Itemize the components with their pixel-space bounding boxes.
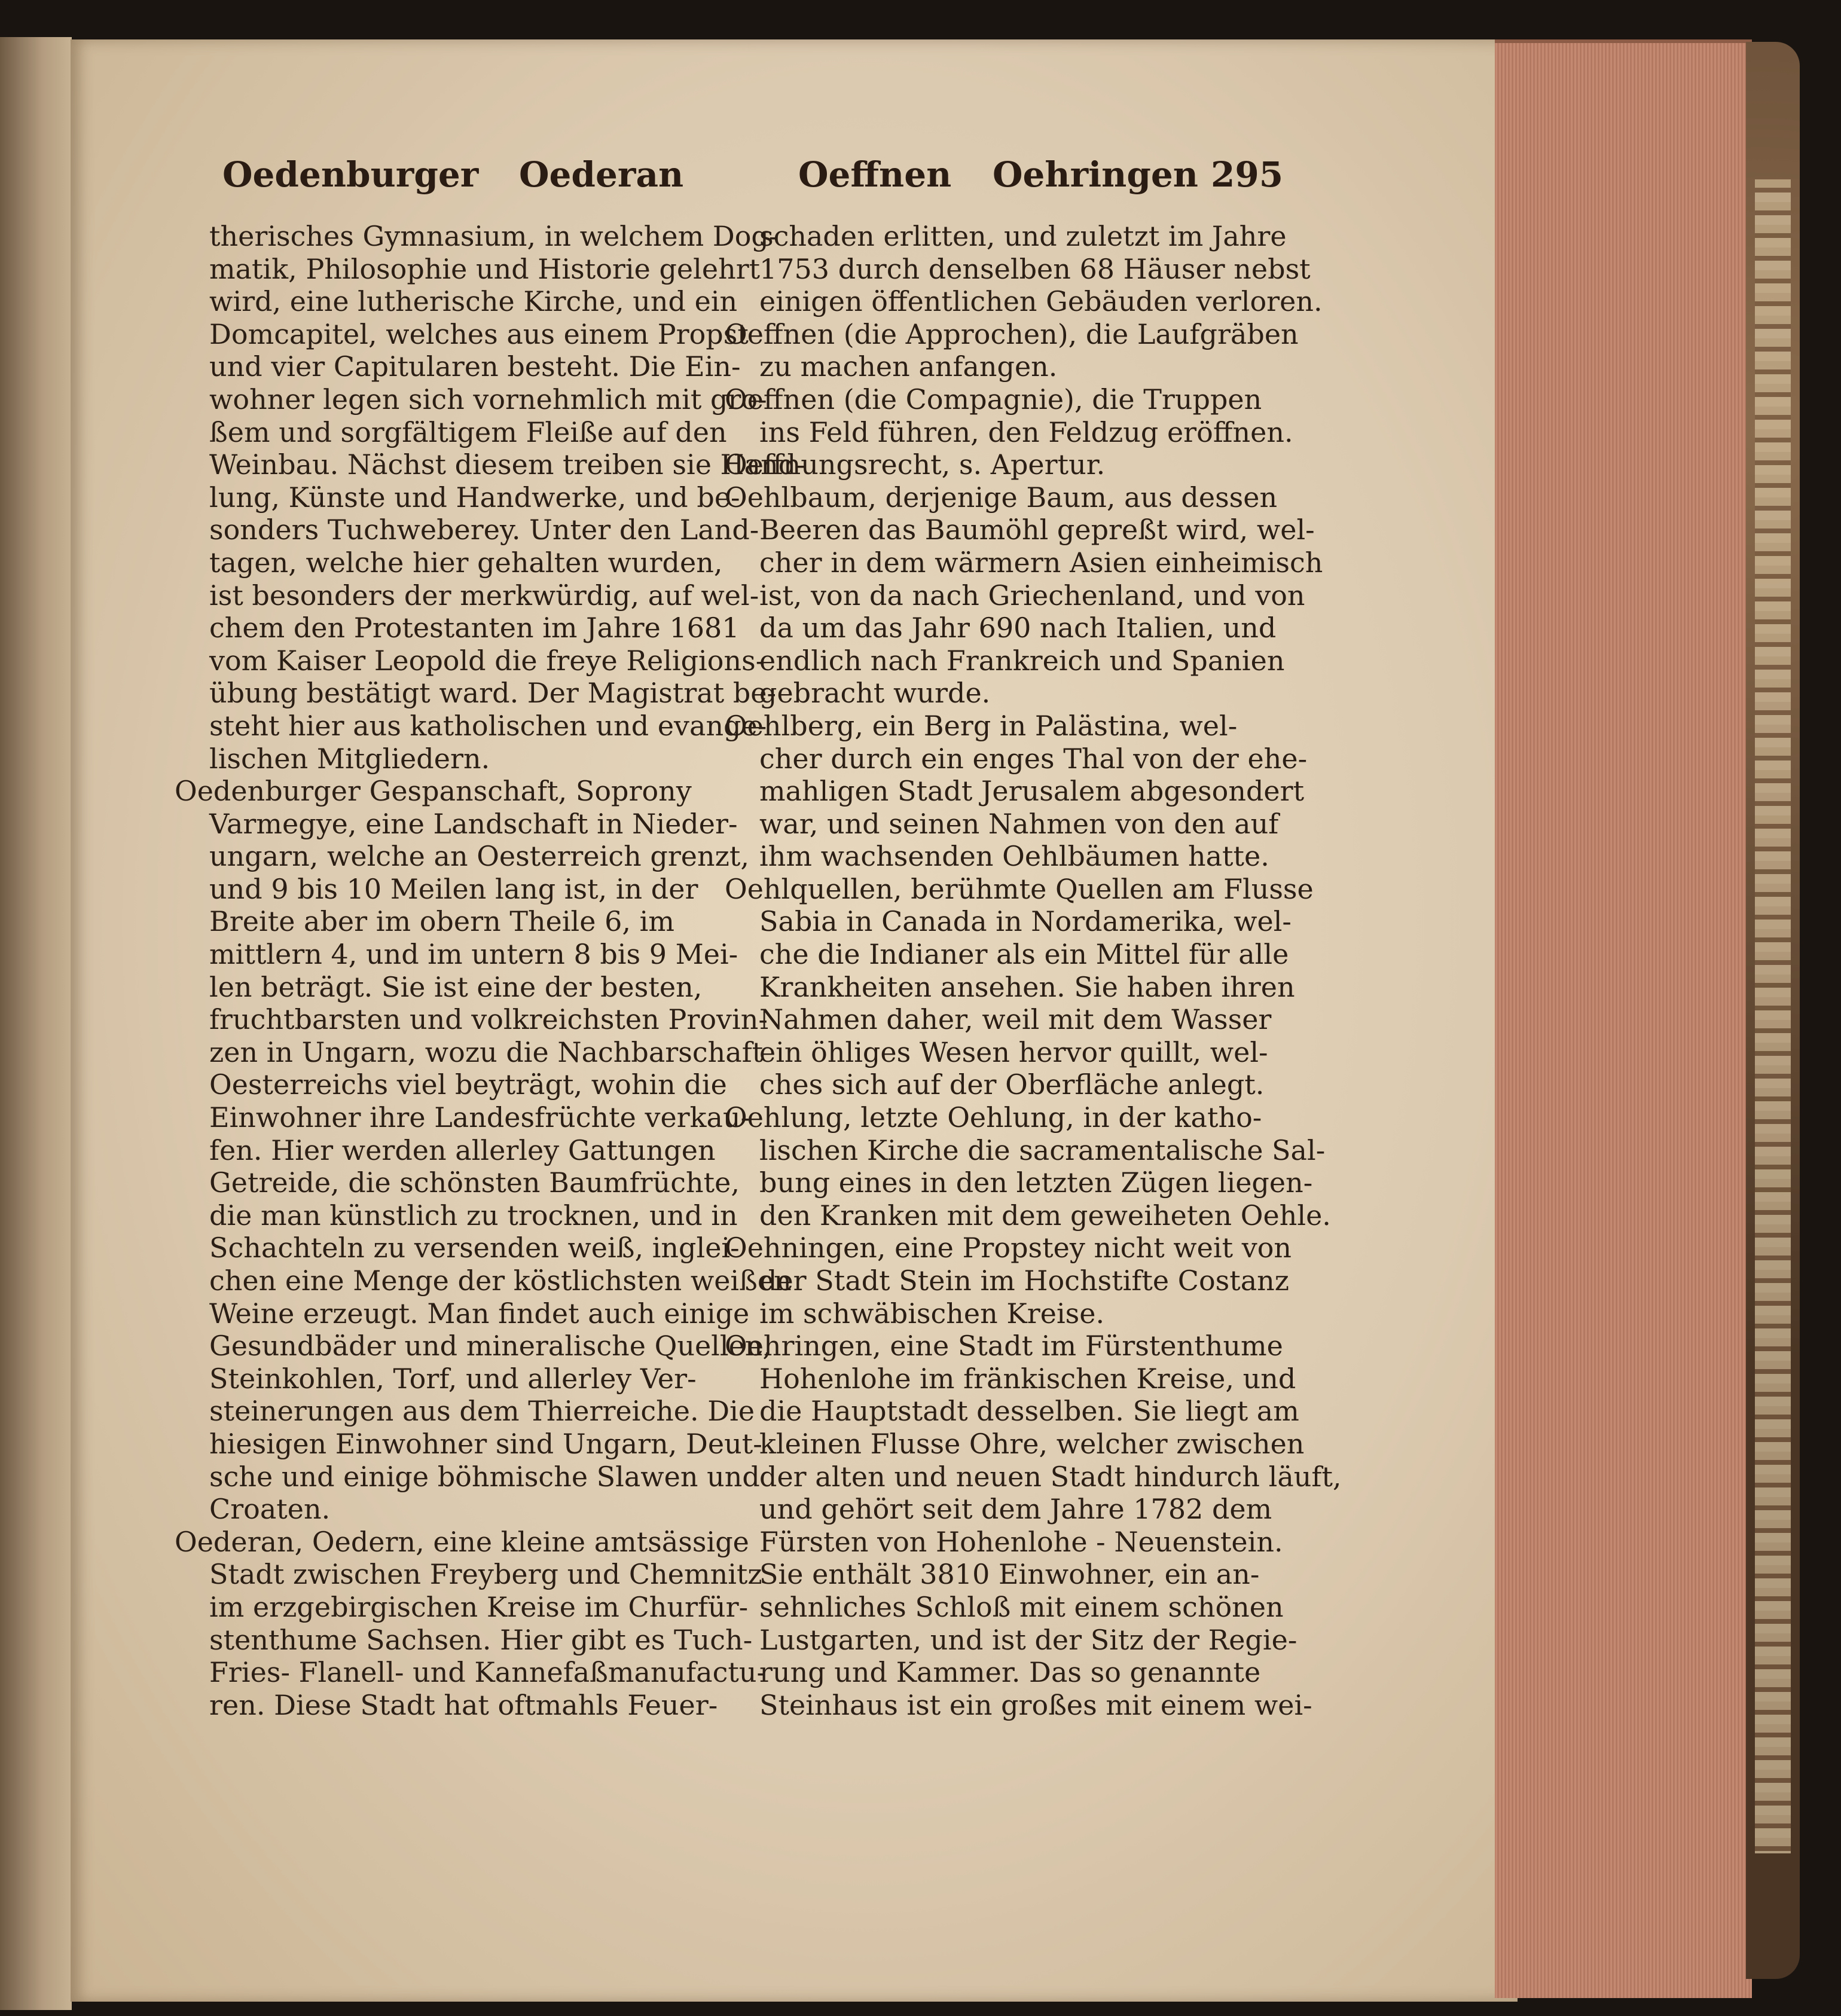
header-right-word1: Oeffnen — [798, 154, 952, 195]
text-line: sehnliches Schloß mit einem schönen — [759, 1590, 1284, 1623]
text-line: Lustgarten, und ist der Sitz der Regie- — [759, 1623, 1297, 1656]
header-left-word1: Oedenburger — [222, 154, 479, 195]
text-line: Fürsten von Hohenlohe - Neuenstein. — [759, 1525, 1283, 1558]
text-line: sche und einige böhmische Slawen und — [209, 1460, 760, 1493]
text-line: steinerungen aus dem Thierreiche. Die — [209, 1395, 755, 1428]
text-line: schaden erlitten, und zuletzt im Jahre — [759, 220, 1287, 252]
text-line: Getreide, die schönsten Baumfrüchte, — [209, 1166, 740, 1199]
text-line: len beträgt. Sie ist eine der besten, — [209, 970, 703, 1003]
text-line: Oedenburger Gespanschaft, Soprony — [175, 775, 692, 808]
text-line: ihm wachsenden Oehlbäumen hatte. — [759, 840, 1269, 873]
text-line: Weinbau. Nächst diesem treiben sie Hand- — [209, 448, 805, 481]
text-line: Hohenlohe im fränkischen Kreise, und — [759, 1362, 1296, 1395]
text-line: Oeffnungsrecht, s. Apertur. — [725, 448, 1106, 481]
text-line: fruchtbarsten und volkreichsten Provin- — [209, 1003, 768, 1036]
text-line: rung und Kammer. Das so genannte — [759, 1656, 1261, 1689]
text-line: wird, eine lutherische Kirche, und ein — [209, 285, 738, 318]
text-line: der Stadt Stein im Hochstifte Costanz — [759, 1264, 1290, 1297]
text-line: ches sich auf der Oberfläche anlegt. — [759, 1068, 1265, 1101]
text-line: der alten und neuen Stadt hindurch läuft, — [759, 1460, 1342, 1493]
text-line: und gehört seit dem Jahre 1782 dem — [759, 1493, 1272, 1526]
text-line: Croaten. — [209, 1493, 331, 1526]
text-line: übung bestätigt ward. Der Magistrat be- — [209, 677, 777, 710]
text-line: Gesundbäder und mineralische Quellen, — [209, 1330, 772, 1363]
text-line: ungarn, welche an Oesterreich grenzt, — [209, 840, 749, 873]
text-line: mahligen Stadt Jerusalem abgesondert — [759, 775, 1305, 808]
page-edges — [1495, 39, 1752, 1998]
text-line: ist, von da nach Griechenland, und von — [759, 579, 1305, 612]
text-line: und vier Capitularen besteht. Die Ein- — [209, 350, 741, 383]
marbled-endpaper — [1755, 179, 1791, 1853]
text-line: Steinkohlen, Torf, und allerley Ver- — [209, 1362, 697, 1395]
text-line: chen eine Menge der köstlichsten weißen — [209, 1264, 792, 1297]
text-line: Oehlquellen, berühmte Quellen am Flusse — [725, 872, 1314, 905]
text-line: gebracht wurde. — [759, 677, 991, 710]
text-line: Schachteln zu versenden weiß, inglei- — [209, 1232, 740, 1264]
text-line: da um das Jahr 690 nach Italien, und — [759, 612, 1277, 644]
page-number: 295 — [1211, 154, 1284, 195]
text-line: sonders Tuchweberey. Unter den Land- — [209, 514, 759, 546]
text-line: mittlern 4, und im untern 8 bis 9 Mei- — [209, 938, 738, 971]
text-line: die man künstlich zu trocknen, und in — [209, 1199, 738, 1232]
text-line: Oehningen, eine Propstey nicht weit von — [725, 1232, 1292, 1264]
text-line: bung eines in den letzten Zügen liegen- — [759, 1166, 1313, 1199]
text-line: ßem und sorgfältigem Fleiße auf den — [209, 416, 727, 448]
text-line: vom Kaiser Leopold die freye Religions- — [209, 644, 765, 677]
text-line: Sabia in Canada in Nordamerika, wel- — [759, 905, 1292, 938]
right-column — [725, 220, 1342, 1721]
text-line: kleinen Flusse Ohre, welcher zwischen — [759, 1427, 1305, 1460]
left-page-edge — [0, 37, 72, 2010]
text-line: Beeren das Baumöhl gepreßt wird, wel- — [759, 514, 1315, 546]
text-line: hiesigen Einwohner sind Ungarn, Deut- — [209, 1427, 762, 1460]
text-line: fen. Hier werden allerley Gattungen — [209, 1134, 716, 1166]
text-line: ins Feld führen, den Feldzug eröffnen. — [759, 416, 1293, 448]
text-line: und 9 bis 10 Meilen lang ist, in der — [209, 872, 698, 905]
text-line: Nahmen daher, weil mit dem Wasser — [759, 1003, 1272, 1036]
text-line: den Kranken mit dem geweiheten Oehle. — [759, 1199, 1331, 1232]
left-column — [175, 220, 805, 1721]
text-line: Oeffnen (die Approchen), die Laufgräben — [725, 317, 1299, 350]
text-line: Sie enthält 3810 Einwohner, ein an- — [759, 1558, 1260, 1591]
text-line: Fries- Flanell- und Kannefaßmanufactu- — [209, 1656, 767, 1689]
text-line: Oesterreichs viel beyträgt, wohin die — [209, 1068, 727, 1101]
text-line: lischen Mitgliedern. — [209, 742, 490, 775]
text-line: Steinhaus ist ein großes mit einem wei- — [759, 1688, 1312, 1721]
text-line: Breite aber im obern Theile 6, im — [209, 905, 674, 938]
text-line: Varmegye, eine Landschaft in Nieder- — [209, 807, 738, 840]
text-line: cher in dem wärmern Asien einheimisch — [759, 546, 1323, 579]
text-line: Oehlung, letzte Oehlung, in der katho- — [725, 1101, 1262, 1134]
text-line: wohner legen sich vornehmlich mit gro- — [209, 383, 767, 416]
text-line: matik, Philosophie und Historie gelehrt — [209, 252, 761, 285]
text-line: im erzgebirgischen Kreise im Churfür- — [209, 1590, 749, 1623]
text-line: Domcapitel, welches aus einem Propst — [209, 317, 749, 350]
text-line: chem den Protestanten im Jahre 1681 — [209, 612, 740, 644]
text-line: Weine erzeugt. Man findet auch einige — [209, 1297, 750, 1330]
text-line: Stadt zwischen Freyberg und Chemnitz — [209, 1558, 762, 1591]
text-line: Krankheiten ansehen. Sie haben ihren — [759, 970, 1295, 1003]
text-line: ein öhliges Wesen hervor quillt, wel- — [759, 1036, 1268, 1068]
text-line: im schwäbischen Kreise. — [759, 1297, 1105, 1330]
header-left-word2: Oederan — [519, 154, 684, 195]
header-right-word2: Oehringen — [993, 154, 1198, 195]
text-line: die Hauptstadt desselben. Sie liegt am — [759, 1395, 1299, 1428]
text-line: Oederan, Oedern, eine kleine amtsässige — [175, 1525, 749, 1558]
text-line: war, und seinen Nahmen von den auf — [759, 807, 1279, 840]
text-line: ren. Diese Stadt hat oftmahls Feuer- — [209, 1688, 718, 1721]
text-line: 1753 durch denselben 68 Häuser nebst — [759, 252, 1311, 285]
text-line: ist besonders der merkwürdig, auf wel- — [209, 579, 759, 612]
text-line: cher durch ein enges Thal von der ehe- — [759, 742, 1308, 775]
text-line: einigen öffentlichen Gebäuden verloren. — [759, 285, 1323, 318]
text-line: zu machen anfangen. — [759, 350, 1058, 383]
text-line: Oeffnen (die Compagnie), die Truppen — [725, 383, 1262, 416]
text-line: lischen Kirche die sacramentalische Sal- — [759, 1134, 1326, 1166]
text-line: stenthume Sachsen. Hier gibt es Tuch- — [209, 1623, 753, 1656]
text-line: Oehlberg, ein Berg in Palästina, wel- — [725, 709, 1238, 742]
text-line: Oehringen, eine Stadt im Fürstenthume — [725, 1330, 1283, 1363]
text-line: steht hier aus katholischen und evange- — [209, 709, 767, 742]
text-line: tagen, welche hier gehalten wurden, — [209, 546, 723, 579]
text-line: zen in Ungarn, wozu die Nachbarschaft — [209, 1036, 764, 1068]
text-line: Oehlbaum, derjenige Baum, aus dessen — [725, 481, 1278, 514]
text-line: lung, Künste und Handwerke, und be- — [209, 481, 740, 514]
text-line: endlich nach Frankreich und Spanien — [759, 644, 1285, 677]
text-line: Einwohner ihre Landesfrüchte verkau- — [209, 1101, 750, 1134]
text-line: therisches Gymnasium, in welchem Dog- — [209, 220, 778, 252]
text-line: che die Indianer als ein Mittel für alle — [759, 938, 1289, 971]
